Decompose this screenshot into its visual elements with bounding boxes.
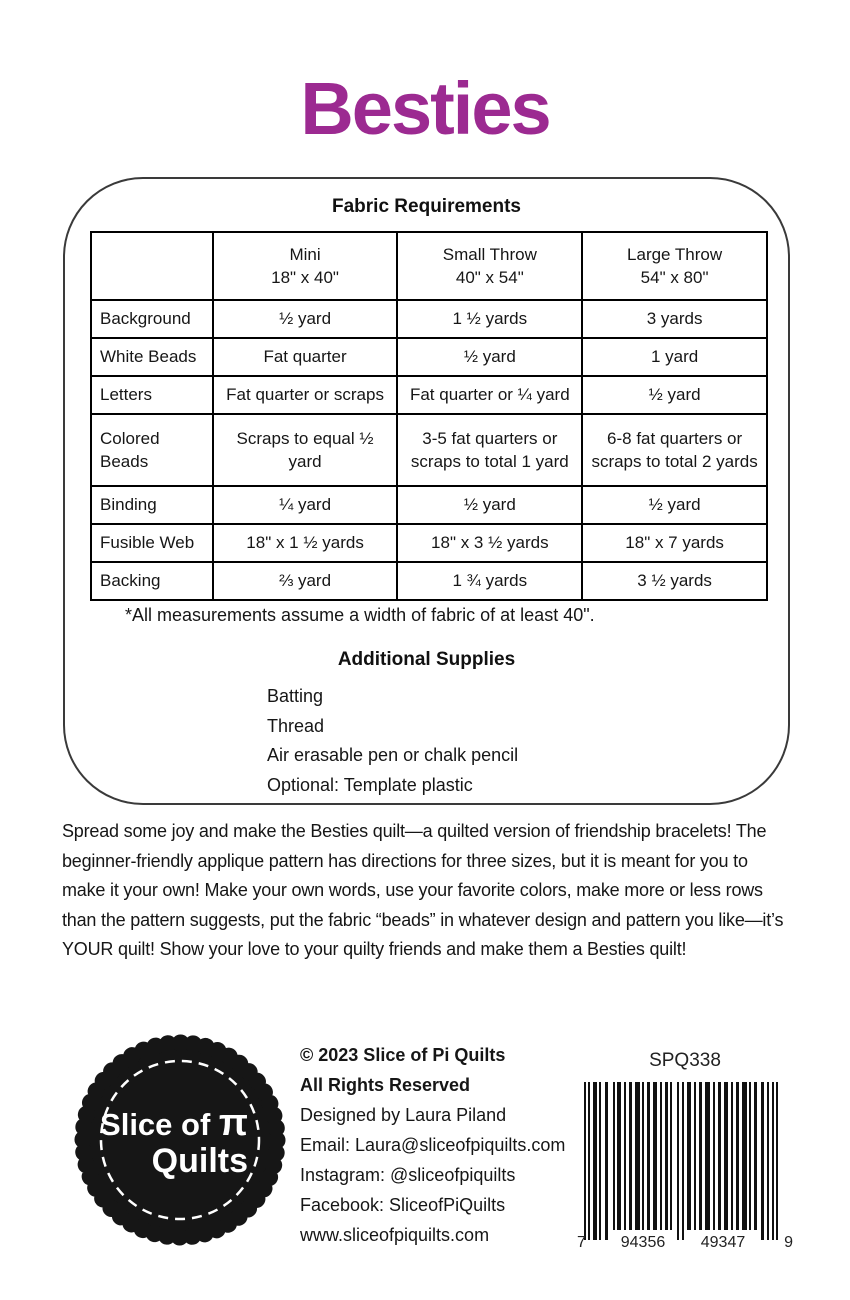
additional-supplies-list	[267, 682, 518, 800]
designer-line: Designed by Laura Piland	[300, 1105, 507, 1125]
row-label: Backing	[91, 562, 213, 600]
facebook-line: Facebook: SliceofPiQuilts	[300, 1195, 506, 1215]
barcode-digits-right: 49347	[700, 1234, 746, 1250]
row-label: Fusible Web	[91, 524, 213, 562]
additional-supplies-heading: Additional Supplies	[337, 649, 516, 670]
cell-value: 6-8 fat quarters or scraps to total 2 yards	[582, 414, 767, 486]
cell-value: ½ yard	[582, 376, 767, 414]
barcode-digit-first: 7	[577, 1234, 586, 1250]
table-row	[91, 376, 767, 414]
cell-value: ½ yard	[397, 486, 582, 524]
row-label: Colored Beads	[91, 414, 213, 486]
pattern-sku: SPQ338	[649, 1050, 721, 1071]
supply-item: Air erasable pen or chalk pencil	[267, 745, 519, 765]
row-label: Background	[91, 300, 213, 338]
cell-value: ¼ yard	[213, 486, 398, 524]
row-label: Letters	[91, 376, 213, 414]
cell-value: 1 yard	[582, 338, 767, 376]
barcode-digit-last: 9	[784, 1234, 793, 1250]
supply-item: Batting	[267, 686, 324, 706]
table-row	[91, 338, 767, 376]
supply-item: Optional: Template plastic	[267, 774, 473, 795]
cell-value: 3-5 fat quarters or scraps to total 1 yard	[397, 414, 582, 486]
column-header-small-throw	[397, 232, 582, 300]
pi-symbol: π	[218, 1102, 248, 1144]
cell-value: Fat quarter or ¼ yard	[397, 376, 582, 414]
column-name: Mini	[289, 244, 321, 264]
cell-value: 3 ½ yards	[582, 562, 767, 600]
column-header-large-throw	[582, 232, 767, 300]
copyright-line: © 2023 Slice of Pi Quilts	[300, 1045, 506, 1065]
cell-value: 1 ½ yards	[397, 300, 582, 338]
rights-line: All Rights Reserved	[300, 1075, 471, 1095]
cell-value: 18" x 1 ½ yards	[213, 524, 398, 562]
column-size: 54" x 80"	[640, 268, 709, 287]
column-name: Small Throw	[442, 244, 537, 264]
measurements-note: *All measurements assume a width of fabric of at least 40".	[125, 605, 595, 625]
table-row	[91, 562, 767, 600]
cell-value: 3 yards	[582, 300, 767, 338]
cell-value: 18" x 7 yards	[582, 524, 767, 562]
cell-value: 1 ¾ yards	[397, 562, 582, 600]
page-title: Besties	[300, 67, 550, 150]
cell-value: ½ yard	[582, 486, 767, 524]
fabric-requirements-heading: Fabric Requirements	[332, 196, 521, 217]
column-name: Large Throw	[627, 244, 723, 264]
fabric-requirements-box	[63, 177, 790, 805]
cell-value: ⅔ yard	[213, 562, 398, 600]
logo-text-line1: Slice of π	[100, 1102, 248, 1144]
corner-cell	[91, 232, 213, 300]
fabric-requirements-table	[90, 231, 768, 601]
column-size: 40" x 54"	[455, 268, 524, 287]
table-row	[91, 414, 767, 486]
column-header-mini	[213, 232, 398, 300]
pattern-description: Spread some joy and make the Besties quilt—a quilted version of friendship bracelets! The beginner-friendly applique pattern has directions for three sizes, but it is meant for you to make it your own! Make your own words, use your favorite colors, make more or less rows than the pattern suggests, put the fabric “beads” in whatever design and pattern you like—it’s YOUR quilt! Show your love to your quilty friends and make them a Besties quilt!	[62, 821, 784, 959]
column-size: 18" x 40"	[271, 268, 339, 287]
cell-value: ½ yard	[213, 300, 398, 338]
slice-of-pi-quilts-logo	[65, 1025, 295, 1255]
barcode-digits-left: 94356	[620, 1234, 666, 1250]
publisher-info-block	[300, 1040, 590, 1250]
cell-value: ½ yard	[397, 338, 582, 376]
table-row	[91, 300, 767, 338]
supply-item: Thread	[267, 715, 325, 736]
logo-text-line2: Quilts	[151, 1142, 248, 1180]
barcode	[577, 1082, 793, 1250]
barcode-digits	[577, 1234, 793, 1250]
email-line: Email: Laura@sliceofpiquilts.com	[300, 1135, 566, 1155]
table-row	[91, 524, 767, 562]
cell-value: Fat quarter or scraps	[213, 376, 398, 414]
cell-value: Fat quarter	[213, 338, 398, 376]
table-header-row	[91, 232, 767, 300]
row-label: White Beads	[91, 338, 213, 376]
cell-value: Scraps to equal ½ yard	[213, 414, 398, 486]
row-label: Binding	[91, 486, 213, 524]
cell-value: 18" x 3 ½ yards	[397, 524, 582, 562]
barcode-bars	[584, 1082, 778, 1240]
table-row	[91, 486, 767, 524]
website-line: www.sliceofpiquilts.com	[300, 1225, 490, 1245]
instagram-line: Instagram: @sliceofpiquilts	[300, 1165, 516, 1185]
